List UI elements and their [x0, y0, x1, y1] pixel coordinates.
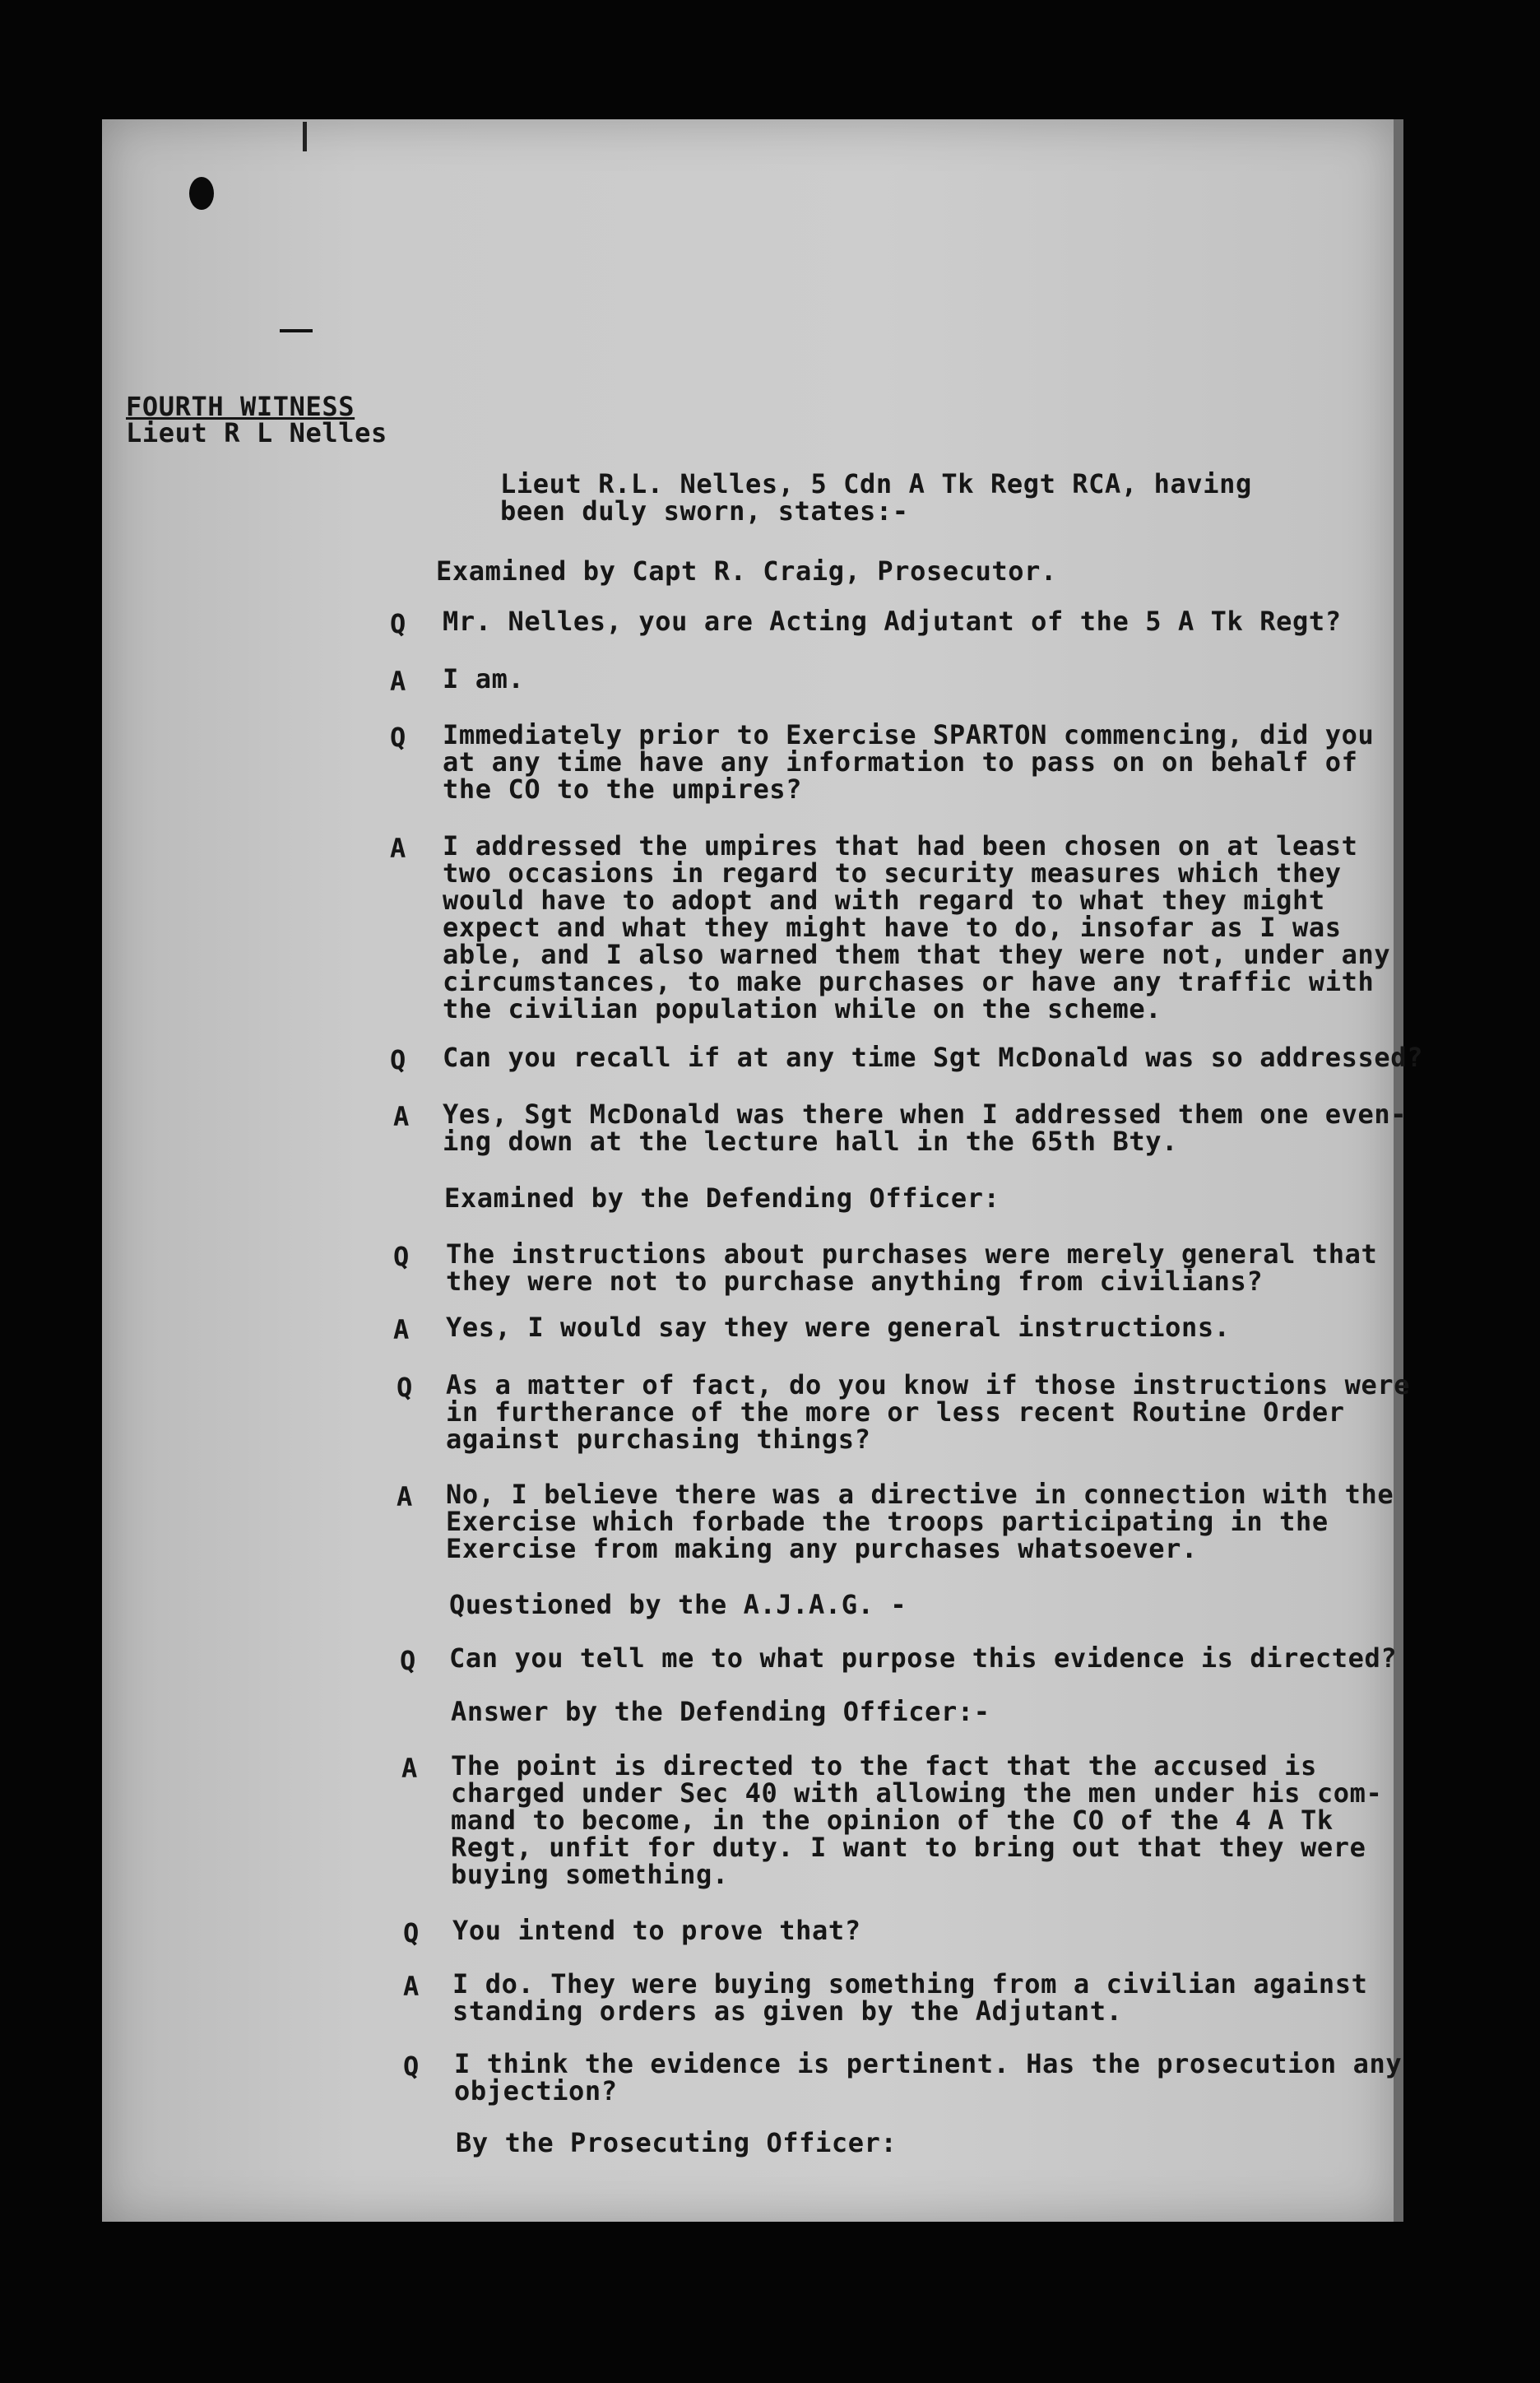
qa-text: I addressed the umpires that had been chosen on at least two occasions in regard to security measures which they would have to adopt and with regard to what they might expect and what they might have to do, insofar as I was able, and I also warned them that they were not, under any circumstances, to make purchases or have any traffic with the civilian population while on the scheme. — [443, 830, 1391, 1024]
qa-text: Can you recall if at any time Sgt McDonald was so addressed? — [443, 1042, 1423, 1073]
questioned-by-ajag: Questioned by the A.J.A.G. - — [449, 1589, 907, 1620]
qa-text: The instructions about purchases were merely general that they were not to purchase anything from civilians? — [446, 1238, 1378, 1297]
qa-marker: Q — [390, 722, 406, 753]
qa-marker: Q — [393, 1241, 410, 1272]
qa-text: Can you tell me to what purpose this evidence is directed? — [449, 1642, 1398, 1674]
qa-marker: Q — [400, 1645, 416, 1676]
qa-text: The point is directed to the fact that the accused is charged under Sec 40 with allowing the men under his com- mand to become, in the opinion of the CO of the 4 A Tk Regt, unfit for duty. I want to bring out that they were buying something. — [451, 1750, 1383, 1890]
witness-name: Lieut R L Nelles — [126, 417, 387, 448]
examined-by-prosecutor: Examined by Capt R. Craig, Prosecutor. — [436, 555, 1057, 587]
dash-mark — [280, 329, 313, 332]
qa-text: No, I believe there was a directive in connection with the Exercise which forbade the troops participating in the Exercise from making any purchases whatsoever. — [446, 1479, 1394, 1564]
qa-text: You intend to prove that? — [452, 1915, 861, 1946]
qa-marker: Q — [403, 1917, 420, 1949]
punch-hole — [189, 177, 214, 210]
qa-marker: A — [393, 1101, 410, 1132]
qa-marker: Q — [403, 2051, 420, 2082]
qa-text: I think the evidence is pertinent. Has the prosecution any objection? — [454, 2048, 1403, 2107]
intro-statement: Lieut R.L. Nelles, 5 Cdn A Tk Regt RCA, having been duly sworn, states:- — [500, 468, 1252, 527]
qa-text: As a matter of fact, do you know if those instructions were in furtherance of the more or less recent Routine Order against purchasing things? — [446, 1369, 1411, 1455]
answer-by-defending-officer: Answer by the Defending Officer:- — [451, 1696, 990, 1727]
qa-text: I am. — [443, 663, 525, 694]
qa-marker: Q — [390, 608, 406, 639]
qa-marker: A — [403, 1971, 420, 2002]
qa-marker: A — [390, 833, 406, 864]
qa-marker: A — [390, 666, 406, 697]
qa-marker: A — [401, 1753, 418, 1784]
qa-marker: A — [397, 1481, 413, 1512]
qa-marker: Q — [390, 1044, 406, 1075]
qa-marker: Q — [397, 1372, 413, 1403]
qa-text: Immediately prior to Exercise SPARTON commencing, did you at any time have any information to pass on on behalf of the CO to the umpires? — [443, 719, 1375, 805]
by-prosecuting-officer: By the Prosecuting Officer: — [456, 2127, 898, 2158]
qa-text: Yes, Sgt McDonald was there when I addressed them one even- ing down at the lecture hall in the 65th Bty. — [443, 1099, 1408, 1157]
qa-text: I do. They were buying something from a civilian against standing orders as given by the Adjutant. — [452, 1968, 1368, 2027]
examined-by-defending-officer: Examined by the Defending Officer: — [444, 1182, 1000, 1214]
ink-mark — [303, 122, 307, 151]
qa-text: Yes, I would say they were general instructions. — [446, 1312, 1231, 1343]
witness-heading: FOURTH WITNESS — [126, 391, 355, 422]
qa-text: Mr. Nelles, you are Acting Adjutant of the 5 A Tk Regt? — [443, 606, 1342, 637]
qa-marker: A — [393, 1314, 410, 1345]
